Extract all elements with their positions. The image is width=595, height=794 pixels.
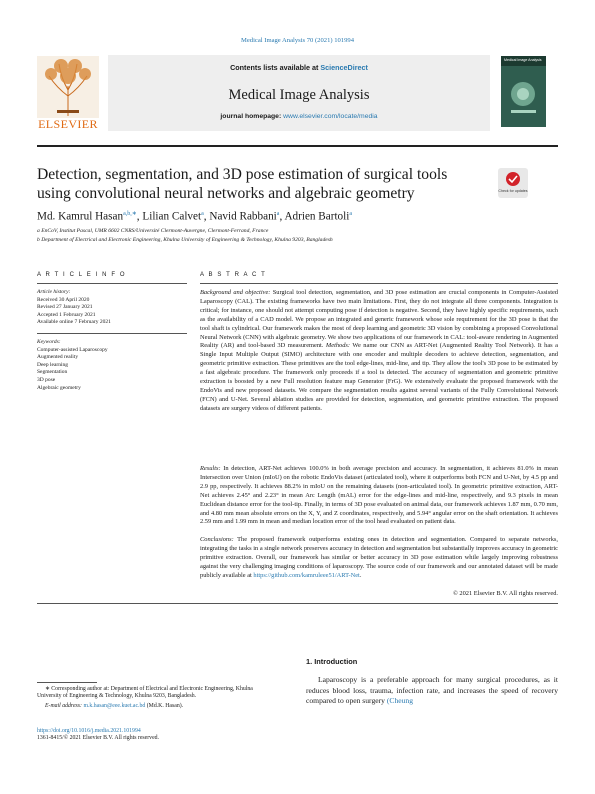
- contents-prefix: Contents lists available at: [230, 63, 321, 72]
- conclusions-text: The proposed framework outperforms existing ones in detection and segmentation. Compared to separate networks, integrating the tasks in a single network preserves accuracy in detection and segmentation but substantially improves accuracy in geometric primitive extraction. Overall, our framework has similar or better accuracy in 3D pose estimation while largely improving robustness against the very challenging imaging conditions of laparoscopy. The source code of our framework and our annotated dataset will be made publicly available at: [200, 536, 558, 579]
- keyword: Augmented reality: [37, 354, 79, 361]
- article-info-rule: [37, 283, 187, 284]
- background-text: Surgical tool detection, segmentation, and 3D pose estimation are crucial components in Computer-Assisted Laparoscopy (CAL). The existing frameworks have two main limitations. First, they do not integrate all three components. Integration is critical; for instance, one should not attempt computing pose if detection is negative. Second, they have highly specific requirements, such as the availability of a CAD model. We propose an integrated and generic framework whose sole requirement for the 3D pose is that the tool shaft is cylindrical. Our framework makes the most of deep learning and geometric 3D vision by combining a proposed Convolutional Neural Network (CNN) with algebraic geometry. We show two applications of our framework in CAL: tool-aware rendering in Augmented Reality (AR) and tool-based 3D measurement.: [200, 289, 558, 350]
- journal-name: Medical Image Analysis: [228, 87, 370, 103]
- crossmark-icon: [498, 168, 528, 198]
- journal-homepage: [108, 113, 490, 120]
- author-separator: ,: [136, 210, 143, 223]
- issn-line: 1361-8415/© 2021 Elsevier B.V. All rights reserved.: [37, 735, 159, 742]
- abstract-rule: [200, 283, 558, 284]
- keywords: [37, 339, 108, 392]
- sciencedirect-link[interactable]: ScienceDirect: [320, 63, 368, 72]
- doi-link[interactable]: https://doi.org/10.1016/j.media.2021.101994: [37, 728, 141, 734]
- author-affiliation-mark[interactable]: a: [349, 211, 353, 217]
- email-link[interactable]: m.k.hasan@eee.kuet.ac.bd: [83, 703, 146, 709]
- corresponding-author-note: ∗ Corresponding author at: Department of Electrical and Electronic Engineering, Khulna University of Engineering & Technology, Khulna 9203, Bangladesh.: [37, 686, 253, 700]
- article-history: [37, 289, 111, 327]
- header-rule: [37, 145, 558, 147]
- history-item: Revised 27 January 2021: [37, 304, 93, 311]
- abstract-conclusions: [200, 536, 558, 581]
- author-name[interactable]: Adrien Bartoli: [284, 210, 350, 223]
- email-label: E-mail address:: [45, 703, 82, 709]
- background-label: Background and objective:: [200, 289, 271, 296]
- author-name[interactable]: Navid Rabbani: [209, 210, 277, 223]
- elsevier-wordmark: ELSEVIER: [38, 117, 98, 131]
- introduction-text: Laparoscopy is a preferable approach for many surgical procedures, as it reduces blood loss, trauma, infection rate, and increases the speed of recovery compared to open surgery: [306, 675, 558, 706]
- abstract-copyright: © 2021 Elsevier B.V. All rights reserved.: [452, 590, 558, 597]
- cover-artwork: [507, 76, 540, 116]
- keyword: Segmentation: [37, 369, 68, 376]
- author-separator: ,: [203, 210, 210, 223]
- article-title: [37, 165, 467, 203]
- abstract-results: [200, 465, 558, 527]
- keyword: Deep learning: [37, 361, 68, 368]
- keywords-label: Keywords:: [37, 339, 61, 345]
- journal-reference[interactable]: Medical Image Analysis 70 (2021) 101994: [241, 37, 354, 44]
- crossmark-label: Check for updates: [498, 189, 528, 193]
- citation-link[interactable]: (Cheung: [386, 696, 413, 706]
- introduction-heading: 1. Introduction: [306, 657, 358, 666]
- author-list: [37, 210, 352, 223]
- abstract-heading: A B S T R A C T: [200, 272, 267, 278]
- title-line: using convolutional neural networks and algebraic geometry: [37, 185, 415, 202]
- history-rule: [37, 333, 187, 334]
- elsevier-tree-logo: [37, 56, 99, 118]
- affiliation: a EnCoV, Institut Pascal, UMR 6602 CNRS/Université Clermont-Auvergne, Clermont-Ferrand, France: [37, 228, 269, 234]
- history-label: Article history:: [37, 289, 71, 295]
- abstract-bottom-rule: [37, 603, 558, 604]
- conclusions-end: .: [359, 571, 362, 579]
- author-affiliation-mark[interactable]: a: [201, 211, 204, 217]
- introduction-paragraph: [306, 675, 558, 707]
- homepage-link[interactable]: www.elsevier.com/locate/media: [283, 113, 378, 120]
- history-item: Received 30 April 2020: [37, 296, 90, 303]
- keyword: Algebraic geometry: [37, 384, 81, 391]
- history-item: Available online 7 February 2021: [37, 319, 111, 326]
- cover-title: Medical Image Analysis: [504, 58, 542, 62]
- homepage-label: journal homepage:: [220, 113, 282, 120]
- author-separator: ,: [279, 210, 285, 223]
- affiliation: b Department of Electrical and Electronic Engineering, Khulna University of Engineering & Technology, Khulna 9203, Bangladesh: [37, 237, 333, 243]
- author-affiliation-mark[interactable]: a,b,∗: [123, 211, 137, 217]
- author-name[interactable]: Md. Kamrul Hasan: [37, 210, 124, 223]
- keyword: 3D pose: [37, 376, 56, 383]
- github-link[interactable]: https://github.com/kamruleee51/ART-Net: [253, 571, 360, 579]
- article-info-heading: A R T I C L E I N F O: [37, 272, 127, 278]
- author-affiliation-mark[interactable]: a: [276, 211, 280, 217]
- doi-block: [37, 728, 159, 743]
- contents-line: [108, 63, 490, 72]
- methods-label: Methods:: [325, 342, 351, 350]
- results-label: Results:: [200, 465, 221, 472]
- email-line: [37, 703, 285, 710]
- title-line: Detection, segmentation, and 3D pose estimation of surgical tools: [37, 166, 448, 183]
- results-text: In detection, ART-Net achieves 100.0% in both average precision and accuracy. In segmentation, it achieves 81.0% in mean Intersection over Union (mIoU) on the robotic EndoVis dataset (articulated tool), where it outperforms both FCN and U-Net, by 4.5 pp and 2.9 pp, respectively. It achieves 88.2% in mIoU on the remaining datasets (non-articulated tool). In geometric primitive extraction, ART-Net achieves 2.45° and 2.23° in mean Arc Length (mAL) error for the edge-lines and mid-line, respectively, and 9.3 pixels in mean Euclidean distance error for the tool-tip. Finally, in terms of 3D pose evaluated on animal data, our framework achieves 1.87 mm, 0.70 mm, and 4.80 mm mean absolute errors on the X, Y, and Z coordinates, respectively, and 5.94° angular error on the shaft orientation. It achieves 2.59 mm and 1.99 mm in mean and median location error of the tool head evaluated on patient data.: [200, 465, 558, 526]
- conclusions-label: Conclusions:: [200, 536, 234, 543]
- author-name[interactable]: Lilian Calvet: [142, 210, 202, 223]
- check-for-updates-badge[interactable]: [498, 168, 528, 198]
- methods-text: We name our CNN as ART-Net (Augmented Reality Tool Network). It has a Single Input Multiple Output (SIMO) architecture with one encoder and multiple decoders to achieve detection, segmentation, and geometric primitive extraction. These primitives are the tool edge-lines, mid-line, and tip. They allow the tool's 3D pose to be estimated by a fast algebraic procedure. The framework only proceeds if a tool is detected. The accuracy of segmentation and geometric primitive extraction is boosted by a new Full resolution feature map Generator (FrG). We extensively evaluate the proposed framework with the EndoVis and new proposed datasets. We compare the segmentation results against several variants of the Fully Convolutional Network (FCN) and U-Net. Several ablation studies are provided for detection, segmentation, and geometric primitive extraction. The proposed datasets are surgery videos of different patients.: [200, 342, 558, 412]
- footnote-rule: [37, 682, 97, 683]
- journal-cover-thumbnail: [501, 56, 546, 127]
- abstract-background: [200, 289, 558, 414]
- keyword: Computer-assisted Laparoscopy: [37, 346, 108, 353]
- history-item: Accepted 1 February 2021: [37, 311, 96, 318]
- email-owner: (Md.K. Hasan).: [145, 703, 184, 709]
